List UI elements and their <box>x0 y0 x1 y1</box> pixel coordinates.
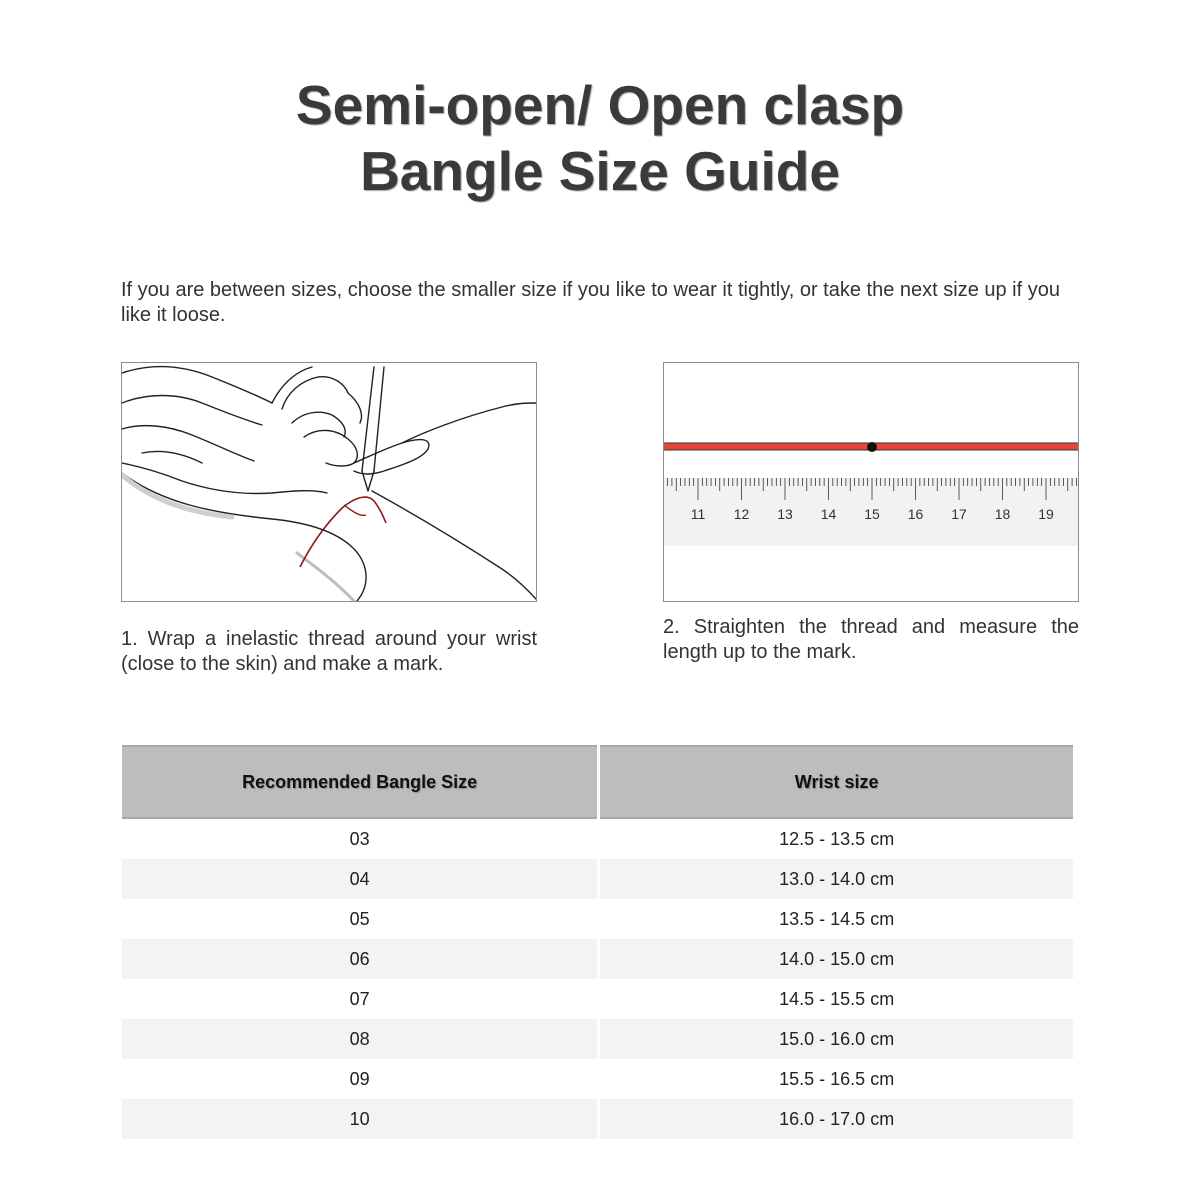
step-1-caption: 1. Wrap a inelastic thread around your wrist (close to the skin) and make a mark. <box>121 628 537 675</box>
finger-contour <box>304 430 357 466</box>
wrist-drawing <box>122 363 536 601</box>
ruler-tick-label: 13 <box>777 506 793 522</box>
bangle-size-cell: 09 <box>349 1068 370 1089</box>
size-table <box>119 745 1076 1139</box>
wrist-size-cell: 13.0 - 14.0 cm <box>600 859 1073 899</box>
wrist-size-cell: 15.0 - 16.0 cm <box>600 1019 1073 1059</box>
wrist-size-cell: 16.0 - 17.0 cm <box>600 1099 1073 1139</box>
wrist-size-cell: 13.5 - 14.5 cm <box>779 908 895 929</box>
table-body <box>122 819 1073 1139</box>
wrist-size-cell: 14.5 - 15.5 cm <box>779 988 895 1009</box>
finger-contour <box>122 396 262 426</box>
knuckle-contour <box>348 393 362 423</box>
ruler-tick-label: 11 <box>690 506 706 522</box>
finger-contour <box>142 451 202 463</box>
pencil-edge <box>374 367 384 471</box>
wrist-size-cell: 12.5 - 13.5 cm <box>779 828 895 849</box>
table-header-row <box>122 745 1073 819</box>
bangle-size-cell: 03 <box>349 828 370 849</box>
ruler-tick-label: 17 <box>951 506 967 522</box>
table-row <box>122 939 1073 979</box>
table-row <box>122 1019 1073 1059</box>
bangle-size-cell: 04 <box>122 859 597 899</box>
table-row <box>122 1059 1073 1099</box>
ruler-tick-label: 16 <box>907 506 924 522</box>
wrist-size-cell: 14.0 - 15.0 cm <box>600 939 1073 979</box>
step-2-caption: 2. Straighten the thread and measure the length up to the mark. <box>663 616 1079 663</box>
header-bangle-size: Recommended Bangle Size <box>122 745 597 819</box>
ruler-tick-label: 19 <box>1038 506 1054 522</box>
hand-wrapping-thread-illustration <box>121 362 537 602</box>
ruler-tick-label: 12 <box>733 506 750 522</box>
bangle-size-cell: 08 <box>122 1019 597 1059</box>
arm-contour <box>402 403 536 443</box>
ruler-measurement-illustration <box>663 362 1079 602</box>
thread-mark-dot <box>867 442 877 452</box>
intro-text: If you are between sizes, choose the smaller size if you like to wear it tightly, or take the next size up if you like it loose. <box>121 279 1060 326</box>
ruler-tick-label: 15 <box>864 506 880 522</box>
hand-contour <box>122 463 327 494</box>
bangle-size-cell: 07 <box>349 988 370 1009</box>
title-line-2: Bangle Size Guide <box>360 140 840 202</box>
wrist-size-cell: 15.5 - 16.5 cm <box>779 1068 895 1089</box>
ruler-drawing <box>664 363 1078 601</box>
table-row <box>122 859 1073 899</box>
ruler-tick-label: 18 <box>994 506 1011 522</box>
wrist-contour <box>122 473 366 601</box>
bangle-size-cell: 10 <box>122 1099 597 1139</box>
thread-on-wrist <box>300 497 386 567</box>
finger-contour <box>282 377 348 409</box>
forearm-contour <box>372 491 536 599</box>
title-line-1: Semi-open/ Open clasp <box>295 74 905 136</box>
forearm-shadow <box>297 553 354 601</box>
table-row <box>122 979 1073 1019</box>
table-row <box>122 899 1073 939</box>
header-wrist-size: Wrist size <box>600 745 1073 819</box>
table-row <box>122 819 1073 859</box>
ruler-labels <box>691 506 1054 522</box>
table-row <box>122 1099 1073 1139</box>
bangle-size-cell: 06 <box>122 939 597 979</box>
page-title <box>0 72 1200 204</box>
ruler-tick-label: 14 <box>820 506 837 522</box>
finger-contour <box>122 426 254 461</box>
thumb-contour <box>272 367 312 403</box>
bangle-size-cell: 05 <box>349 908 370 929</box>
thread-end <box>344 505 366 515</box>
